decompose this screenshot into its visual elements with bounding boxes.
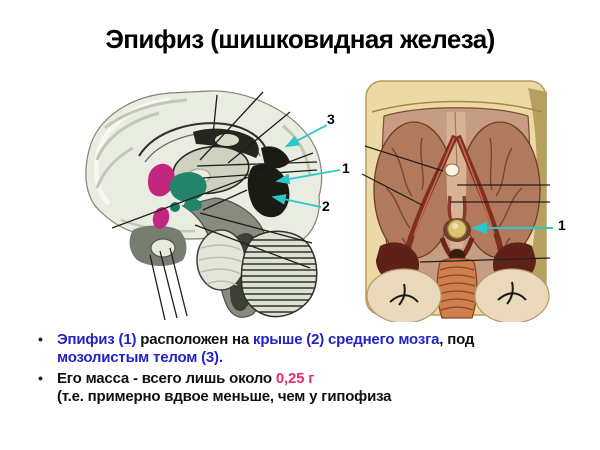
bullet-list: [30, 331, 582, 409]
figure-label-3: 3: [327, 111, 335, 127]
brain-dissection-figure: [362, 78, 600, 322]
interthalamic-spot: [445, 164, 459, 176]
bullet-item-location: [30, 331, 582, 367]
hypothalamus-pituitary: [130, 226, 187, 267]
pons: [197, 230, 245, 290]
pineal-gland: [443, 218, 471, 242]
brain-sagittal-figure: [75, 88, 355, 320]
epiphysis-term: Эпифиз (1): [57, 331, 137, 348]
figure-label-2: 2: [322, 198, 330, 214]
text-segment: , под: [439, 331, 475, 348]
text-segment: Его масса - всего лишь около: [57, 370, 276, 387]
figure-label-1-left: 1: [342, 160, 350, 176]
midbrain-roof-term: крыше (2) среднего мозга: [253, 331, 440, 348]
cerebellar-vermis: [437, 258, 477, 318]
bullet-item-mass: [30, 370, 582, 406]
text-segment: расположен на: [136, 331, 254, 348]
text-segment: (т.е. примерно вдвое меньше, чем у гипофиза: [57, 388, 392, 405]
figure-label-1-right: 1: [558, 217, 566, 233]
corpus-callosum-term: мозолистым телом (3).: [57, 349, 223, 366]
midbrain-teal-highlight: [170, 172, 207, 212]
mass-value: 0,25 г: [275, 370, 315, 387]
page-title: Эпифиз (шишковидная железа): [105, 24, 495, 54]
